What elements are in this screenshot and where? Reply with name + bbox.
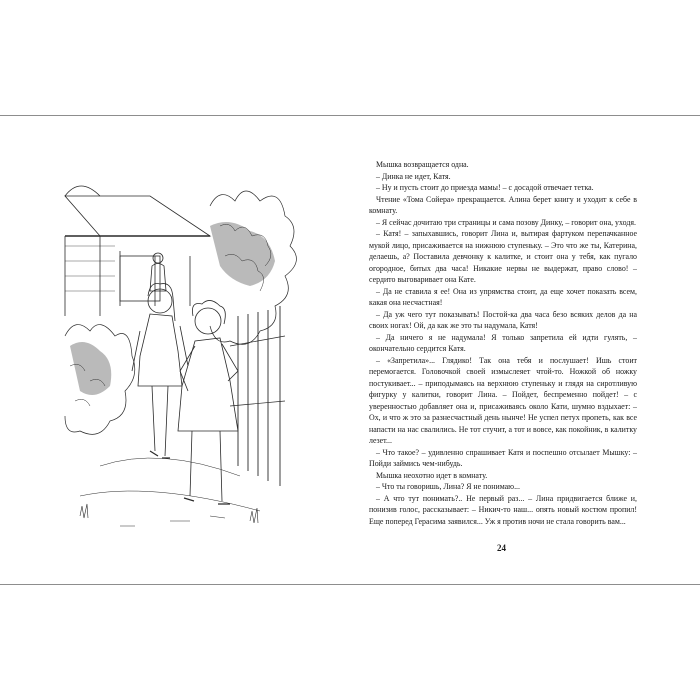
illustration-drawing [60,166,305,546]
paragraph: – Динка не идет, Катя. [376,171,451,181]
paragraph: – Что ты говоришь, Лина? Я не понимаю... [376,482,520,491]
paragraph: – Я сейчас дочитаю три страницы и сама позову Динку, – говорит она, уходя. [376,217,636,227]
page-text [369,159,637,527]
book-illustration [60,166,305,546]
paragraph: – Ну и пусть стоит до приезда мамы! – с досадой отвечает тетка. [376,183,594,192]
paragraph: Мышка неохотно идет в комнату. [376,470,488,480]
paragraph: Чтение «Тома Сойера» прекращается. Алина берет книгу и уходит к себе в комнату. [369,194,637,215]
paragraph: – Да уж чего тут показывать! Постой-ка два часа безо всяких делов да на своих ногах! Ой, да как же это ты надумала, Катя! [369,309,637,330]
paragraph: – «Запретила»... Глядико! Так она тебя и послушает! Ишь стоит перемогается. Головочкой своей измыслеяет чтой-то. Ножкой об ножку постукивает... – приподымаясь на верхнюю ступеньку и глядя на сиротливую фигурку у калитки, говорит Лина. – Пойдет, беспременно пойдет! – с уверенностью добавляет она и, присаживаясь около Кати, шумно вздыхает: – Ох, и что ж это за разнесчастный день нынче! Не успел петух пропеть, как все напасти на нас свалились. Не тот стучит, а тот и вовсе, как покойник, в калитку лезет... [369,355,637,445]
paragraph: – Что такое? – удивленно спрашивает Катя и поспешно отсылает Мышку: – Пойди займись чем-нибудь. [369,447,637,468]
paragraph: – Да не ставила я ее! Она из упрямства стоит, да еще хочет показать всем, какая она несчастная! [369,286,637,307]
paragraph: – А что тут понимать?.. Не первый раз... – Лина придвигается ближе и, понизив голос, рассказывает: – Никич-то наш... опять новый костюм пропил! Еще поперед Герасима заявился... Уж я против ночи не стала говорить вам... [369,493,637,526]
paragraph: – Да ничего я не надумала! Я только запретила ей идти гулять, – окончательно сердится Катя. [369,332,637,353]
paragraph: – Катя! – запыхавшись, говорит Лина и, вытирая фартуком перепачканное мукой лицо, присаживается на нижнюю ступеньку. – Это что же ты, Катерина, делаешь, а? Поставила девчонку к калитке, и стоит она у тебя, как пугало огородное, битых два часа! Никакие нервы не выдержат, право слово! – сердито выговаривает она Кате. [369,229,637,284]
page-number: 24 [497,543,506,553]
book-spread [0,115,700,585]
paragraph: Мышка возвращается одна. [376,160,469,169]
